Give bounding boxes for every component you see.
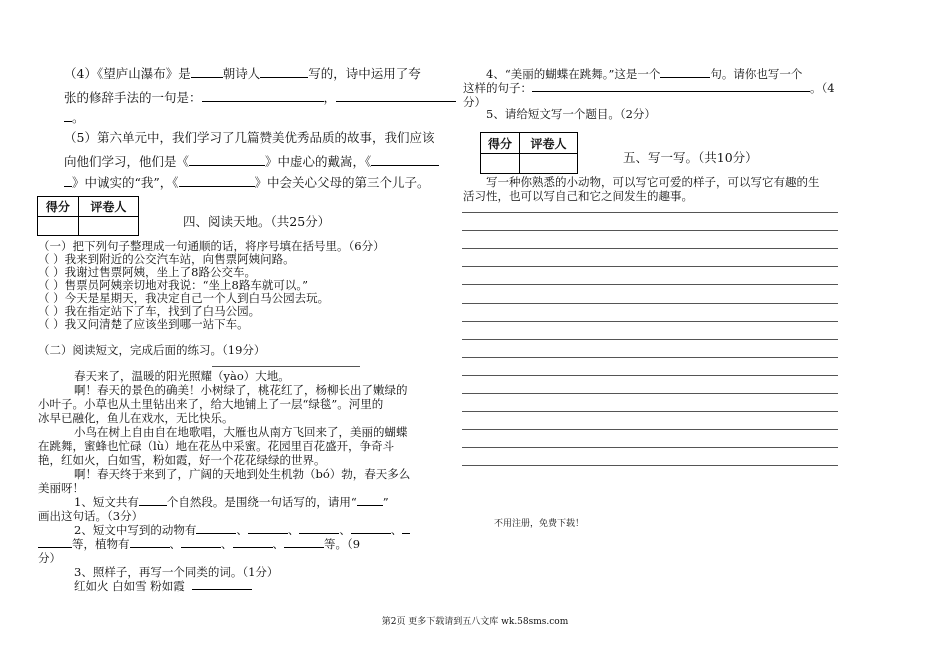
grader-label: 评卷人 (520, 133, 578, 154)
q2-line2: 等，植物有 、 、 、 等。（9 (38, 536, 360, 552)
answer-blank[interactable] (248, 523, 288, 534)
q5-line1: （5）第六单元中，我们学习了几篇赞美优秀品质的故事，我们应该 (64, 130, 435, 145)
writing-line[interactable] (462, 284, 838, 285)
section4-title: 四、阅读天地。（共25分） (183, 214, 331, 229)
q3-line2: 红如火 白如雪 粉如霞 (74, 578, 252, 594)
score-label: 得分 (481, 133, 520, 154)
part1-item: （ ）今天是星期天，我决定自己一个人到白马公园去玩。 (38, 291, 330, 305)
passage-line: 冰早已融化，鱼儿在戏水，无比快乐。 (38, 411, 234, 425)
writing-line[interactable] (462, 429, 838, 430)
passage-line: 小鸟在树上自由自在地歌唱，大雁也从南方飞回来了，美丽的蝴蝶 (74, 425, 408, 439)
q5-line3: 》中诚实的“我”，《 》中会关心父母的第三个儿子。 (64, 173, 430, 191)
q2-line1: 2、短文中写到的动物有 、 、 、 、 (74, 522, 410, 538)
writing-prompt: 写一种你熟悉的小动物，可以写它可爱的样子，可以写它有趣的生 (486, 175, 820, 189)
grader-cell[interactable] (78, 217, 138, 236)
passage-title-blank[interactable] (212, 366, 360, 367)
answer-blank[interactable] (130, 537, 170, 548)
answer-blank[interactable] (336, 91, 456, 102)
part1-title: （一）把下列句子整理成一句通顺的话，将序号填在括号里。（6分） (38, 239, 385, 253)
answer-blank[interactable] (260, 67, 308, 78)
r-q5: 5、请给短文写一个题目。（2分） (486, 107, 656, 121)
part1-item: （ ）我在指定站下了车，找到了白马公园。 (38, 304, 261, 318)
answer-blank[interactable] (189, 155, 265, 166)
q5-line2: 向他们学习，他们是《 》中虚心的戴嵩，《 (64, 152, 439, 170)
answer-blank[interactable] (351, 523, 391, 534)
passage-line: 春天来了，温暖的阳光照耀（yào）大地。 (74, 369, 290, 383)
q1-line2: 画出这句话。（3分） (38, 509, 144, 523)
grader-label: 评卷人 (78, 197, 138, 217)
score-cell[interactable] (481, 154, 520, 174)
writing-line[interactable] (462, 357, 838, 358)
writing-line[interactable] (462, 411, 838, 412)
score-box-section5 (480, 132, 578, 174)
part1-item: （ ）售票员阿姨亲切地对我说：“坐上8路车就可以。” (38, 278, 308, 292)
q1-line1: 1、短文共有 个自然段。是围绕一句话写的，请用“ ” (74, 495, 389, 509)
answer-blank[interactable] (38, 537, 72, 548)
answer-blank[interactable] (202, 91, 324, 102)
passage-line: 在跳舞，蜜蜂也忙碌（lù）地在花丛中采蜜。花园里百花盛开，争奇斗 (38, 439, 395, 453)
answer-blank[interactable] (402, 523, 410, 534)
answer-blank[interactable] (192, 579, 252, 590)
answer-blank[interactable] (196, 523, 236, 534)
writing-line[interactable] (462, 447, 838, 448)
part1-item: （ ）我来到附近的公交汽车站，向售票阿姨问路。 (38, 252, 295, 266)
answer-blank[interactable] (179, 176, 255, 187)
answer-blank[interactable] (139, 495, 167, 506)
passage-line: 美丽呀！ (38, 481, 84, 495)
score-label: 得分 (38, 197, 79, 217)
writing-prompt: 活习性，也可以写自己和它之间发生的趣事。 (463, 189, 693, 203)
passage-line: 小叶子。小草也从土里钻出来了，给大地铺上了一层“绿毯”。河里的 (38, 397, 384, 411)
writing-line[interactable] (462, 393, 838, 394)
answer-blank[interactable] (181, 537, 221, 548)
writing-line[interactable] (462, 230, 838, 231)
r-q4-line1: 4、“美丽的蝴蝶在跳舞。”这是一个 句。请你也写一个 (486, 67, 803, 81)
writing-line[interactable] (462, 375, 838, 376)
answer-blank[interactable] (64, 176, 72, 187)
answer-blank[interactable] (284, 537, 324, 548)
answer-blank[interactable] (532, 81, 810, 92)
score-box-section4 (37, 196, 139, 236)
passage-line: 啊！春天的景色的确美！小树绿了，桃花红了，杨柳长出了嫩绿的 (74, 383, 408, 397)
part1-item: （ ）我谢过售票阿姨，坐上了8路公交车。 (38, 265, 256, 279)
writing-line[interactable] (462, 212, 838, 213)
answer-blank[interactable] (357, 495, 383, 506)
answer-blank[interactable] (233, 537, 273, 548)
answer-blank[interactable] (64, 111, 72, 122)
part2-title: （二）阅读短文，完成后面的练习。（19分） (38, 343, 266, 357)
writing-line[interactable] (462, 266, 838, 267)
writing-line[interactable] (462, 303, 838, 304)
q4-line3: 。 (64, 108, 85, 126)
writing-line[interactable] (462, 339, 838, 340)
passage-line: 啊！春天终于来到了，广阔的天地到处生机勃（bó）勃，春天多么 (74, 467, 411, 481)
page-footer: 第2页 更多下载请到五八文库 wk.58sms.com (381, 617, 569, 627)
q2-line3: 分） (38, 551, 61, 565)
writing-line[interactable] (462, 321, 838, 322)
section5-title: 五、写一写。（共10分） (623, 150, 758, 165)
writing-line[interactable] (462, 248, 838, 249)
answer-blank[interactable] (371, 155, 439, 166)
r-q4-line3: 分） (463, 95, 486, 109)
score-cell[interactable] (38, 217, 79, 236)
q3-line1: 3、照样子，再写一个同类的词。（1分） (74, 565, 279, 579)
answer-blank[interactable] (191, 67, 223, 78)
q4-line1: （4）《望庐山瀑布》是 朝诗人 写的，诗中运用了夸 (64, 66, 421, 81)
answer-blank[interactable] (299, 523, 339, 534)
part1-item: （ ）我又问清楚了应该坐到哪一站下车。 (38, 317, 249, 331)
q4-line2: 张的修辞手法的一句是： ， (64, 88, 456, 106)
writing-line[interactable] (462, 465, 838, 466)
grader-cell[interactable] (520, 154, 578, 174)
answer-blank[interactable] (660, 67, 710, 78)
download-note: 不用注册，免费下载！ (494, 519, 585, 529)
passage-line: 艳，红如火，白如雪，粉如霞，好一个花花绿绿的世界。 (38, 453, 326, 467)
r-q4-line2: 这样的句子： 。（4 (463, 81, 835, 95)
